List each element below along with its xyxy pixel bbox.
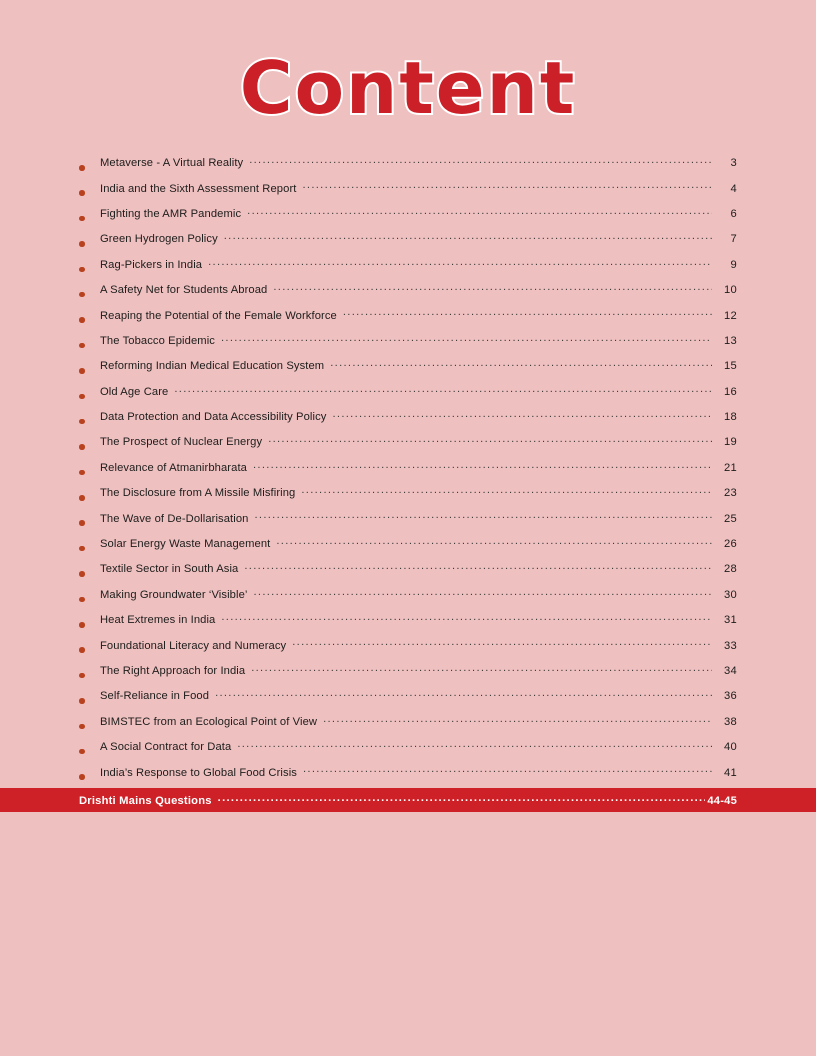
dot-leader xyxy=(323,714,712,725)
toc-entry-title: Self-Reliance in Food xyxy=(100,690,210,703)
bullet-icon xyxy=(79,714,100,739)
toc-row[interactable] xyxy=(79,307,737,332)
dot-leader xyxy=(251,663,712,674)
toc-entry-page-number: 9 xyxy=(730,258,737,271)
toc-row[interactable] xyxy=(79,384,737,409)
toc-entry-page-number: 16 xyxy=(723,385,737,398)
toc-entry-page-number: 15 xyxy=(723,360,737,373)
toc-entry-page-number: 12 xyxy=(723,309,737,322)
dot-leader xyxy=(237,739,712,750)
toc-entry-page-number: 25 xyxy=(723,512,737,525)
toc-entry-title: Textile Sector in South Asia xyxy=(100,563,239,576)
bullet-icon xyxy=(79,155,100,180)
toc-entry-page-number: 31 xyxy=(723,614,737,627)
dot-leader xyxy=(302,180,712,191)
dot-leader xyxy=(330,358,712,369)
toc-entry-title: BIMSTEC from an Ecological Point of View xyxy=(100,715,318,728)
toc-entry-title: Green Hydrogen Policy xyxy=(100,233,218,246)
toc-entry-page-number: 33 xyxy=(723,639,737,652)
toc-row[interactable] xyxy=(79,561,737,586)
toc-entry-title: Rag-Pickers in India xyxy=(100,258,203,271)
toc-row[interactable] xyxy=(79,688,737,713)
bullet-icon xyxy=(79,180,100,205)
toc-row[interactable] xyxy=(79,714,737,739)
banner-dot-leader xyxy=(218,793,706,804)
dot-leader xyxy=(224,231,712,242)
bullet-icon xyxy=(79,485,100,510)
bullet-icon xyxy=(79,663,100,688)
toc-row[interactable] xyxy=(79,536,737,561)
toc-entry-page-number: 26 xyxy=(723,538,737,551)
toc-entry-title: The Wave of De-Dollarisation xyxy=(100,512,249,525)
toc-row[interactable] xyxy=(79,434,737,459)
toc-row[interactable] xyxy=(79,257,737,282)
dot-leader xyxy=(208,257,712,268)
dot-leader xyxy=(247,206,712,217)
bullet-icon xyxy=(79,510,100,535)
toc-entry-title: India and the Sixth Assessment Report xyxy=(100,182,297,195)
toc-entry-title: The Right Approach for India xyxy=(100,665,246,677)
banner-page-number: 44-45 xyxy=(707,795,737,808)
bullet-icon xyxy=(79,282,100,307)
toc-row[interactable] xyxy=(79,764,737,789)
toc-entry-title: Reforming Indian Medical Education System xyxy=(100,360,325,373)
toc-entry-page-number: 40 xyxy=(723,741,737,754)
toc-entry-title: Heat Extremes in India xyxy=(100,614,216,627)
toc-row[interactable] xyxy=(79,358,737,383)
toc-row[interactable] xyxy=(79,612,737,637)
bullet-icon xyxy=(79,206,100,231)
toc-entry-title: Foundational Literacy and Numeracy xyxy=(100,639,287,652)
toc-entry-page-number: 10 xyxy=(723,284,737,297)
banner-inner xyxy=(79,793,737,807)
toc-entry-title: Data Protection and Data Accessibility Policy xyxy=(100,411,327,424)
toc-entry-page-number: 3 xyxy=(730,157,737,170)
toc-entry-title: Reaping the Potential of the Female Workforce xyxy=(100,309,337,322)
dot-leader xyxy=(255,510,713,521)
bullet-icon xyxy=(79,561,100,586)
dot-leader xyxy=(343,307,712,318)
dot-leader xyxy=(268,434,712,445)
bullet-icon xyxy=(79,688,100,713)
dot-leader xyxy=(303,764,712,775)
bullet-icon xyxy=(79,739,100,764)
toc-entry-page-number: 38 xyxy=(723,715,737,728)
bullet-icon xyxy=(79,409,100,434)
toc-entry-title: A Safety Net for Students Abroad xyxy=(100,284,268,297)
toc-entry-title: Fighting the AMR Pandemic xyxy=(100,207,242,220)
toc-row[interactable] xyxy=(79,180,737,205)
toc-row[interactable] xyxy=(79,231,737,256)
toc-entry-page-number: 21 xyxy=(723,461,737,474)
bullet-icon xyxy=(79,764,100,789)
toc-entry-page-number: 4 xyxy=(730,182,737,195)
toc-row[interactable] xyxy=(79,155,737,180)
toc-entry-page-number: 19 xyxy=(723,436,737,449)
bullet-icon xyxy=(79,460,100,485)
toc-row[interactable] xyxy=(79,460,737,485)
toc-row[interactable] xyxy=(79,587,737,612)
page-title: Content xyxy=(239,46,577,130)
bullet-icon xyxy=(79,231,100,256)
page-title-container xyxy=(0,46,816,130)
toc-entry-title: The Tobacco Epidemic xyxy=(100,334,215,347)
toc-entry-page-number: 7 xyxy=(730,233,737,246)
toc-row[interactable] xyxy=(79,510,737,535)
dot-leader xyxy=(333,409,713,420)
toc-row[interactable] xyxy=(79,282,737,307)
bullet-icon xyxy=(79,637,100,662)
dot-leader xyxy=(253,460,712,471)
dot-leader xyxy=(221,333,712,344)
toc-row[interactable] xyxy=(79,206,737,231)
dot-leader xyxy=(244,561,712,572)
toc-entry-title: Making Groundwater ‘Visible’ xyxy=(100,588,248,601)
toc-entry-page-number: 41 xyxy=(723,766,737,779)
toc-row[interactable] xyxy=(79,485,737,510)
bullet-icon xyxy=(79,333,100,358)
drishti-mains-questions-banner[interactable] xyxy=(0,788,816,812)
toc-entry-title: Relevance of Atmanirbharata xyxy=(100,461,247,474)
dot-leader xyxy=(292,637,712,648)
toc-row[interactable] xyxy=(79,663,737,688)
dot-leader xyxy=(174,384,712,395)
dot-leader xyxy=(253,587,712,598)
toc-entry-title: Solar Energy Waste Management xyxy=(100,538,271,551)
dot-leader xyxy=(301,485,712,496)
bullet-icon xyxy=(79,257,100,282)
toc-entry-page-number: 34 xyxy=(723,665,737,677)
toc-entry-page-number: 6 xyxy=(730,207,737,220)
toc-entry-page-number: 18 xyxy=(723,411,737,424)
toc-entry-title: The Disclosure from A Missile Misfiring xyxy=(100,487,296,500)
toc-entry-page-number: 13 xyxy=(723,334,737,347)
dot-leader xyxy=(273,282,712,293)
dot-leader xyxy=(276,536,712,547)
table-of-contents xyxy=(79,155,737,790)
toc-entry-title: The Prospect of Nuclear Energy xyxy=(100,436,263,449)
bullet-icon xyxy=(79,307,100,332)
toc-entry-title: Metaverse - A Virtual Reality xyxy=(100,157,244,170)
dot-leader xyxy=(215,688,712,699)
banner-label: Drishti Mains Questions xyxy=(79,795,212,808)
toc-entry-page-number: 36 xyxy=(723,690,737,703)
bullet-icon xyxy=(79,587,100,612)
toc-entry-page-number: 30 xyxy=(723,588,737,601)
bullet-icon xyxy=(79,384,100,409)
bullet-icon xyxy=(79,358,100,383)
toc-entry-page-number: 23 xyxy=(723,487,737,500)
toc-entry-title: Old Age Care xyxy=(100,385,169,398)
dot-leader xyxy=(221,612,712,623)
bullet-icon xyxy=(79,536,100,561)
toc-row[interactable] xyxy=(79,409,737,434)
dot-leader xyxy=(249,155,712,166)
toc-entry-title: India’s Response to Global Food Crisis xyxy=(100,766,297,779)
toc-row[interactable] xyxy=(79,739,737,764)
toc-entry-title: A Social Contract for Data xyxy=(100,741,232,754)
bullet-icon xyxy=(79,434,100,459)
toc-row[interactable] xyxy=(79,637,737,662)
toc-entry-page-number: 28 xyxy=(723,563,737,576)
toc-row[interactable] xyxy=(79,333,737,358)
bullet-icon xyxy=(79,612,100,637)
